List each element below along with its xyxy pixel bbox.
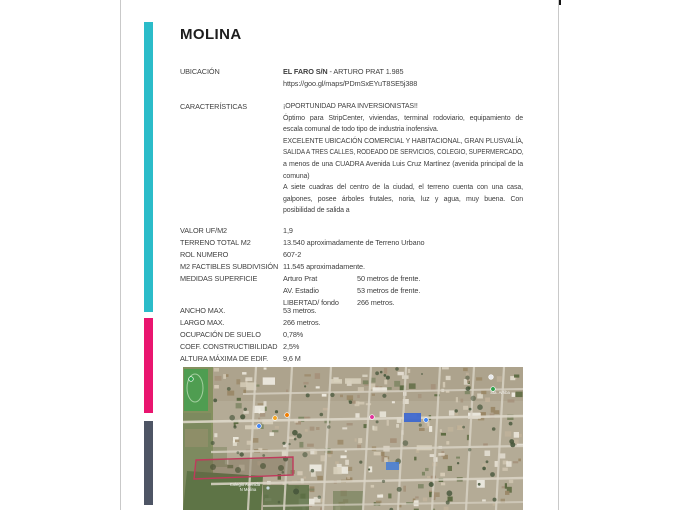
address-line: [283, 66, 526, 78]
spec-value: 266 metros.: [283, 318, 321, 327]
spec-label: TERRENO TOTAL M2: [180, 238, 251, 247]
medida-value: 53 metros de frente.: [357, 286, 421, 295]
spec-value: 9,6 M: [283, 354, 301, 363]
spec-label: COEF. CONSTRUCTIBILIDAD: [180, 342, 278, 351]
field-label: UBICACIÓN: [180, 67, 220, 76]
caracteristicas-line: escala comunal de todo tipo de industria inofensiva.: [283, 126, 439, 134]
medida-value: 50 metros de frente.: [357, 274, 421, 283]
spec-value: 53 metros.: [283, 306, 317, 315]
accent-bar-pink: [144, 318, 153, 413]
spec-value: 2,5%: [283, 342, 300, 351]
medida-name: LIBERTAD/ fondo: [283, 298, 339, 307]
spec-value: 11.545 aproximadamente.: [283, 262, 365, 271]
caracteristicas-line: EXCELENTE UBICACIÓN COMERCIAL Y HABITACIONAL, GRAN PLUSVALÍA,: [283, 137, 524, 145]
caracteristicas-paragraph: [283, 101, 523, 217]
svg-text:N Molina: N Molina: [239, 487, 257, 492]
ubicacion-value: [283, 66, 526, 90]
caracteristicas-line: galpones, posee árboles frutales, noria, luz y agua, muy buena. Con: [283, 195, 523, 203]
address-rest: - ARTURO PRAT 1.985: [327, 67, 404, 76]
caracteristicas-line: a menos de una CUADRA Avenida Luis Cruz Martínez (avenida principal de la: [283, 160, 523, 168]
accent-bar-teal: [144, 22, 153, 312]
field-label: CARACTERÍSTICAS: [180, 102, 248, 111]
spec-value: 13.540 aproximadamente de Terreno Urbano: [283, 238, 425, 247]
caracteristicas-line: comuna): [283, 172, 310, 180]
svg-text:Sta. Arriba: Sta. Arriba: [490, 390, 510, 395]
caracteristicas-line: ¡OPORTUNIDAD PARA INVERSIONISTAS!!: [283, 103, 418, 110]
spec-label: VALOR UF/M2: [180, 226, 228, 235]
caracteristicas-line: posibilidad de salida a: [283, 207, 350, 215]
address-bold: EL FARO S/N: [283, 67, 328, 76]
spec-label: ALTURA MÁXIMA DE EDIF.: [180, 354, 269, 363]
caracteristicas-line: Óptimo para StripCenter, viviendas, terminal rodoviario, equipamiento de: [283, 114, 523, 122]
spec-label: OCUPACIÓN DE SUELO: [180, 330, 261, 339]
medida-value: 266 metros.: [357, 298, 395, 307]
page-title: MOLINA: [180, 26, 242, 43]
spec-label: ROL NUMERO: [180, 250, 229, 259]
medida-name: Arturo Prat: [283, 274, 318, 283]
maps-link[interactable]: https://goo.gl/maps/PDmSxEYuT8SE5j388: [283, 79, 418, 88]
caracteristicas-line: A siete cuadras del centro de la ciudad, el terreno cuenta con una casa,: [283, 184, 523, 192]
caracteristicas-line: SALIDA A TRES CALLES, RODEADO DE SERVICIOS, COLEGIO, SUPERMERCADO,: [283, 149, 524, 157]
spec-value: 1,9: [283, 226, 293, 235]
spec-label: MEDIDAS SUPERFICIE: [180, 274, 258, 283]
satellite-map-image: [183, 367, 523, 510]
accent-bar-slate: [144, 421, 153, 505]
spec-value: 0,78%: [283, 330, 304, 339]
spec-value: 607-2: [283, 250, 302, 259]
svg-text:Colegio Avenida: Colegio Avenida: [229, 482, 261, 487]
spec-label: M2 FACTIBLES SUBDIVISIÓN: [180, 262, 279, 271]
spec-label: LARGO MAX.: [180, 318, 225, 327]
spec-label: ANCHO MAX.: [180, 306, 226, 315]
medida-name: AV. Estadio: [283, 286, 319, 295]
